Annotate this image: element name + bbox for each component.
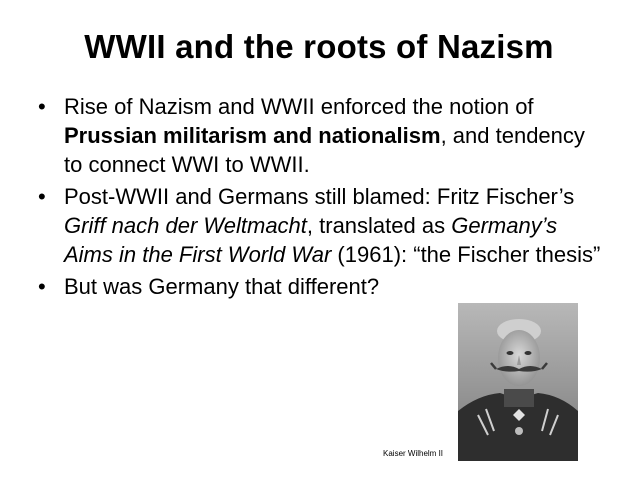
slide-title: WWII and the roots of Nazism — [84, 28, 554, 65]
bullet-text-normal: Post-WWII and Germans still blamed: Fritz Fischer’s — [64, 184, 575, 209]
portrait-photo — [458, 303, 578, 461]
bullet-dot: • — [38, 274, 46, 299]
bullet-dot: • — [38, 184, 46, 209]
bullet-text-normal: , and tendency to connect WWI to WWII. — [64, 123, 585, 177]
bullet-text-normal: Rise of Nazism and WWII enforced the notion of — [64, 94, 534, 119]
portrait-photo-icon — [458, 303, 578, 461]
bullet-text-bold: Prussian militarism and nationalism — [64, 123, 441, 148]
bullet-list — [38, 92, 608, 304]
bullet-item — [38, 182, 608, 269]
bullet-item — [38, 92, 608, 179]
bullet-text-normal: (1961): “the Fischer thesis” — [331, 242, 601, 267]
bullet-text-italic: Germany’s Aims in the First World War — [64, 213, 558, 267]
image-caption: Kaiser Wilhelm II — [383, 449, 444, 458]
bullet-text-normal: , translated as — [306, 213, 452, 238]
bullet-text-normal: But was Germany that different? — [64, 274, 380, 299]
bullet-dot: • — [38, 94, 46, 119]
bullet-text-italic: Griff nach der Weltmacht — [64, 213, 307, 238]
bullet-item — [38, 272, 608, 301]
